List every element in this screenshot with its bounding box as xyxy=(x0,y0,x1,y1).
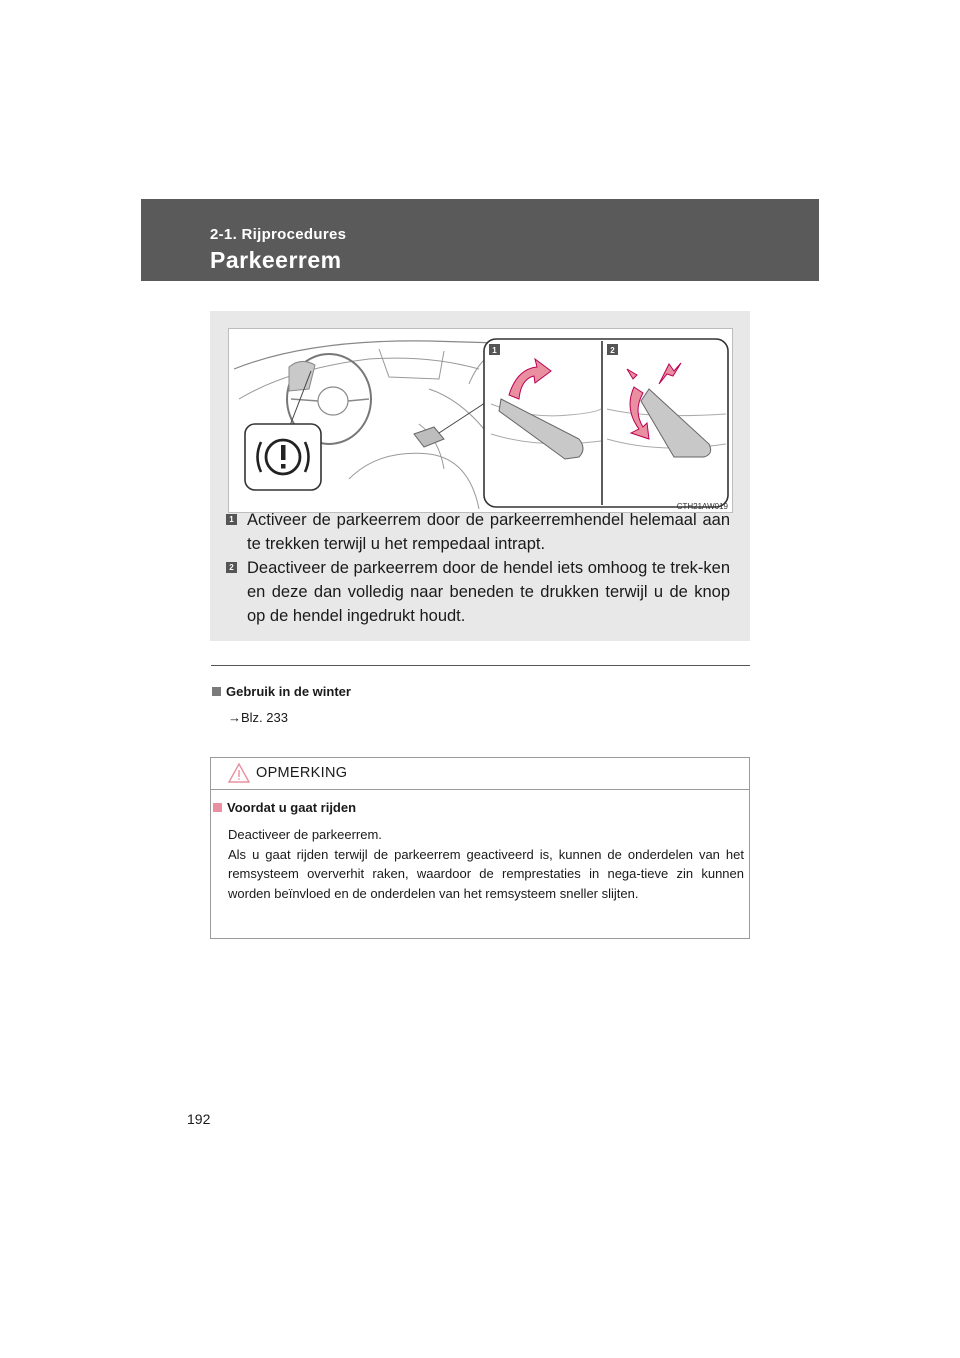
notice-body xyxy=(228,825,744,903)
winter-heading xyxy=(212,684,351,699)
panel-number-1: 1 xyxy=(492,346,497,355)
figure-panel xyxy=(210,311,750,641)
chapter-header xyxy=(141,199,819,281)
winter-page-reference[interactable]: →Blz. 233 xyxy=(228,710,288,725)
notice-subheading-text: Voordat u gaat rijden xyxy=(227,800,357,815)
section-divider xyxy=(211,665,750,666)
step-2 xyxy=(226,556,730,628)
notice-box xyxy=(210,757,750,939)
winter-heading-text: Gebruik in de winter xyxy=(226,684,351,699)
notice-header xyxy=(211,758,749,790)
figure-code: CTH21AW019 xyxy=(676,502,728,511)
interior-drawing xyxy=(229,329,732,512)
panel-number-2: 2 xyxy=(610,346,615,355)
notice-paragraph: Als u gaat rijden terwijl de parkeerrem geactiveerd is, kunnen de onderdelen van het remsysteem oververhit raken, waardoor de remprestaties in nega-tieve zin kunnen worden beïnvloed en de onderdelen van het remsysteem sneller slijten. xyxy=(228,846,744,901)
notice-subheading xyxy=(213,800,356,815)
square-bullet-icon xyxy=(213,803,222,812)
section-label: 2-1. Rijprocedures xyxy=(210,226,347,243)
square-bullet-icon xyxy=(212,687,221,696)
step-number-1: 1 xyxy=(226,514,237,525)
notice-line-1: Deactiveer de parkeerrem. xyxy=(228,827,382,842)
step-text-2: Deactiveer de parkeerrem door de hendel iets omhoog te trek-ken en deze dan volledig naar beneden te drukken terwijl u de knop op de hendel ingedrukt houdt. xyxy=(247,559,730,625)
step-1 xyxy=(226,508,730,556)
step-number-2: 2 xyxy=(226,562,237,573)
step-text-1: Activeer de parkeerrem door de parkeerremhendel helemaal aan te trekken terwijl u het rempedaal intrapt. xyxy=(247,511,730,553)
notice-label: OPMERKING xyxy=(256,765,348,781)
page-title: Parkeerrem xyxy=(210,247,342,273)
parking-brake-illustration xyxy=(228,328,733,513)
page-number: 192 xyxy=(187,1111,211,1127)
warning-triangle-icon xyxy=(228,763,250,783)
